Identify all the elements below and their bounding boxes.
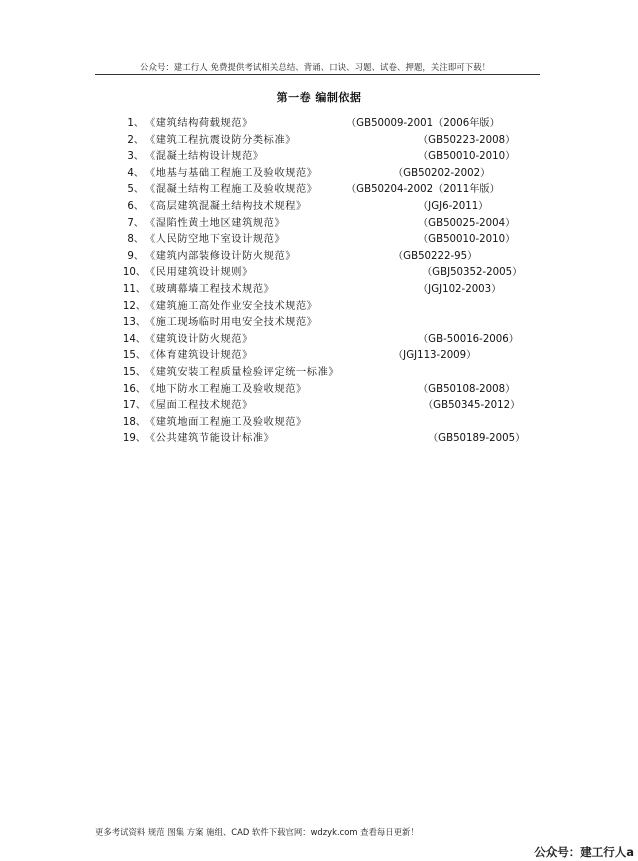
list-item-name: 《玻璃幕墙工程技术规范》: [145, 284, 275, 295]
list-item-number: 19、: [122, 433, 146, 445]
list-item-number: 18、: [122, 416, 146, 428]
page-header-notice: 公众号：建工行人 免费提供考试相关总结、背诵、口诀、习题、试卷、押题，关注即可下载！: [140, 62, 491, 72]
list-item-number: 17、: [122, 400, 146, 412]
list-item-name: 《屋面工程技术规范》: [145, 400, 253, 412]
footer-notice: 更多考试资料 规范 图集 方案 施组、CAD 软件下载官网：wdzyk.com 查看每日更新！: [95, 827, 419, 837]
list-item-number: 10、: [122, 267, 146, 279]
list-item-name: 《地下防水工程施工及验收规范》: [145, 383, 307, 395]
list-item-number: 1、: [127, 118, 144, 129]
list-item-code: （GB50204-2002（2011年版）: [346, 184, 500, 196]
list-item-name: 《高层建筑混凝土结构技术规程》: [145, 201, 307, 212]
list-item: [0, 116, 638, 132]
header-rule: [95, 74, 540, 75]
list-item-name: 《建筑安装工程质量检验评定统一标准》: [145, 367, 340, 378]
list-item-code: （GB50189-2005）: [428, 433, 526, 445]
list-item: [0, 149, 638, 165]
list-item: [0, 431, 638, 447]
list-item-name: 《建筑地面工程施工及验收规范》: [145, 416, 307, 428]
list-item-code: （GB50025-2004）: [418, 217, 516, 229]
list-item: [0, 133, 638, 149]
list-item: [0, 332, 638, 348]
list-item: [0, 348, 638, 364]
list-item: [0, 299, 638, 315]
list-item-number: 2、: [127, 134, 144, 146]
list-item-number: 4、: [127, 167, 144, 179]
list-item: [0, 166, 638, 182]
list-item: [0, 315, 638, 331]
list-item: [0, 382, 638, 398]
corner-watermark: 公众号：建工行人a: [534, 845, 634, 859]
list-item-code: （GB50010-2010）: [418, 234, 516, 246]
list-item-code: （JGJ113-2009）: [393, 350, 477, 362]
list-item-name: 《地基与基础工程施工及验收规范》: [145, 167, 318, 179]
list-item-name: 《建筑施工高处作业安全技术规范》: [145, 300, 318, 312]
list-item-code: （JGJ102-2003）: [418, 284, 502, 295]
list-item-number: 6、: [127, 201, 144, 212]
list-item-number: 3、: [127, 151, 144, 163]
list-item: [0, 216, 638, 232]
list-item-code: （GB50222-95）: [393, 250, 478, 262]
list-item-code: （GB50009-2001（2006年版）: [346, 118, 500, 129]
list-item-name: 《施工现场临时用电安全技术规范》: [145, 317, 318, 329]
list-item: [0, 199, 638, 215]
list-item: [0, 365, 638, 381]
list-item-number: 14、: [122, 333, 146, 345]
list-item: [0, 232, 638, 248]
list-item-number: 9、: [127, 250, 144, 262]
list-item-name: 《湿陷性黄土地区建筑规范》: [145, 217, 286, 229]
list-item-name: 《建筑内部装修设计防火规范》: [145, 250, 297, 262]
list-item: [0, 415, 638, 431]
list-item-number: 15、: [122, 367, 146, 378]
list-item: [0, 249, 638, 265]
list-item-code: （GB50223-2008）: [418, 134, 516, 146]
list-item: [0, 282, 638, 298]
list-item-number: 16、: [122, 383, 146, 395]
list-item-name: 《建筑设计防火规范》: [145, 333, 253, 345]
list-item-name: 《建筑结构荷载规范》: [145, 118, 253, 129]
list-item-number: 15、: [122, 350, 146, 362]
list-item-name: 《人民防空地下室设计规范》: [145, 234, 286, 246]
list-item-number: 13、: [122, 317, 146, 329]
list-item-code: （GB50108-2008）: [418, 383, 516, 395]
list-item-number: 11、: [122, 284, 146, 295]
list-item-name: 《建筑工程抗震设防分类标准》: [145, 134, 297, 146]
list-item-code: （GB50202-2002）: [393, 167, 491, 179]
list-item: [0, 182, 638, 198]
list-item: [0, 265, 638, 281]
list-item-code: （JGJ6-2011）: [418, 201, 489, 212]
list-item-number: 5、: [127, 184, 144, 196]
list-item-code: （GB50010-2010）: [418, 151, 516, 163]
list-item-number: 7、: [127, 217, 144, 229]
list-item-code: （GB-50016-2006）: [418, 333, 519, 345]
list-item-name: 《体育建筑设计规范》: [145, 350, 253, 362]
list-item-name: 《公共建筑节能设计标准》: [145, 433, 275, 445]
list-item-number: 8、: [127, 234, 144, 246]
list-item-number: 12、: [122, 300, 146, 312]
list-item: [0, 398, 638, 414]
list-item-name: 《混凝土结构设计规范》: [145, 151, 264, 163]
list-item-name: 《混凝土结构工程施工及验收规范》: [145, 184, 318, 196]
list-item-code: （GB50345-2012）: [423, 400, 521, 412]
volume-title: 第一卷 编制依据: [276, 91, 362, 104]
list-item-code: （GBJ50352-2005）: [422, 267, 523, 279]
list-item-name: 《民用建筑设计规则》: [145, 267, 253, 279]
